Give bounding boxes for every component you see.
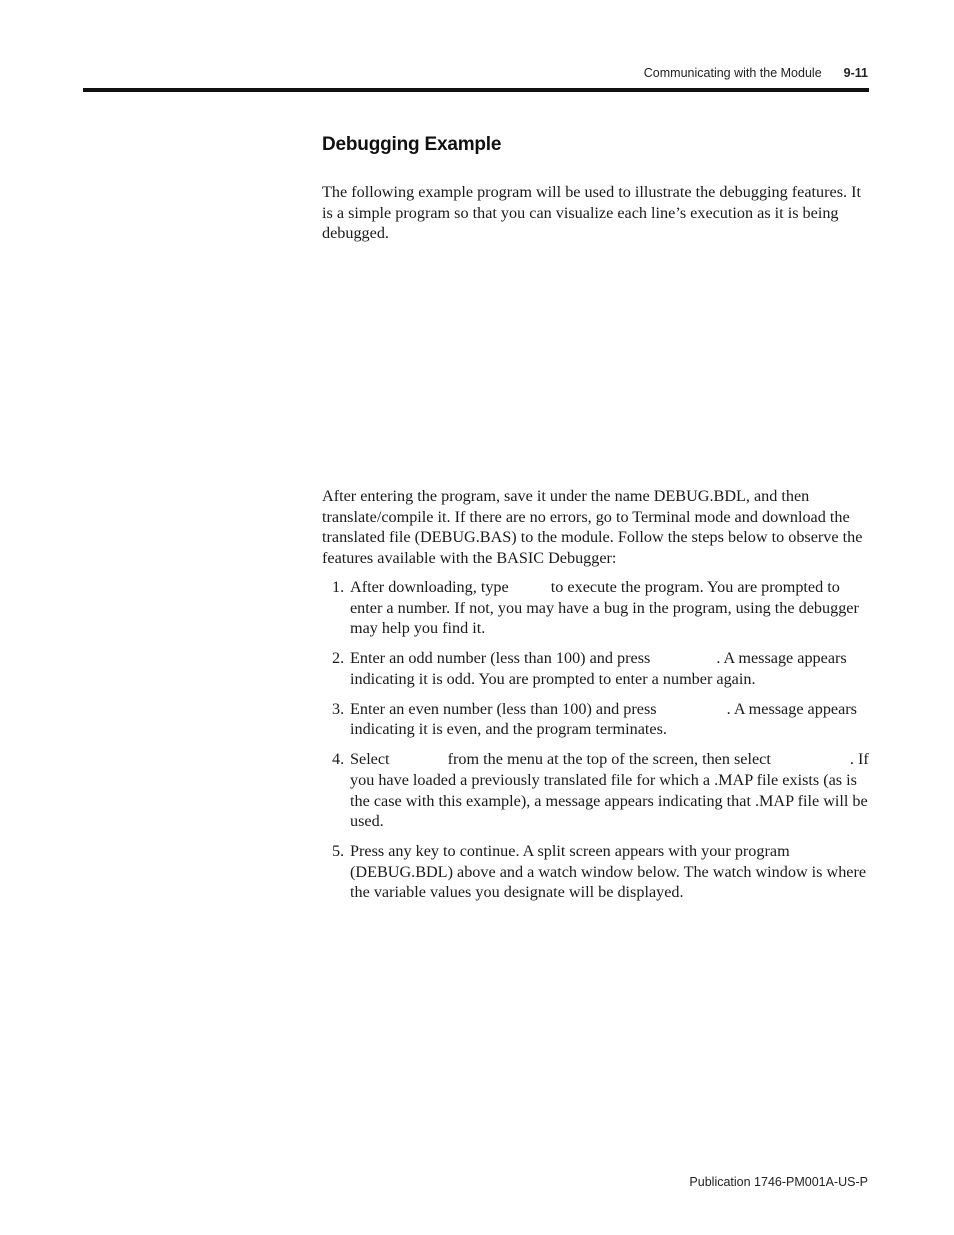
step-text: to execute the program. You are prompted to enter a number. If not, you may have a bug in the program, using the debugger may help you find it. [350,578,859,638]
step-number: 5. [332,842,345,861]
running-header [644,66,868,80]
step-text: Enter an even number (less than 100) and press [350,699,657,718]
intro-paragraph: The following example program will be used to illustrate the debugging features. It is a simple program so that you can visualize each line’s execution as it is being debugged. [322,183,861,243]
page-number: 9-11 [843,66,868,80]
step-item [322,648,870,689]
step-text: Select [350,750,390,769]
header-rule [83,88,869,92]
step-text: . If you have loaded a previously translated file for which a .MAP file exists (as is the case with this example), a message appears indicating that .MAP file will be used. [350,750,869,831]
step-text: . A message appears indicating it is even, and the program terminates. [350,699,857,739]
step-text: Enter an odd number (less than 100) and press [350,649,651,668]
steps-list [322,577,870,912]
section-title: Debugging Example [322,134,502,155]
step-number: 1. [332,578,345,596]
publication-footer: Publication 1746-PM001A-US-P [689,1175,868,1189]
chapter-title: Communicating with the Module [643,66,822,80]
step-text: After downloading, type [350,578,509,596]
step-item [322,841,870,903]
step-text: from the menu at the top of the screen, then select [447,750,771,769]
step-item [322,699,870,740]
step-number: 3. [332,699,345,718]
step-number: 4. [332,750,345,769]
after-paragraph: After entering the program, save it under the name DEBUG.BDL, and then translate/compile it. If there are no errors, go to Terminal mode and download the translated file (DEBUG.BAS) to the module. Follow the steps below to observe the features available with the BASIC Debugger: [322,487,863,567]
step-text: . A message appears indicating it is odd. You are prompted to enter a number again. [350,649,847,688]
step-text: Press any key to continue. A split screen appears with your program (DEBUG.BDL) above and a watch window below. The watch window is where the variable values you designate will be displayed. [350,842,867,902]
step-number: 2. [332,649,345,668]
step-item [322,749,870,831]
step-item [322,577,870,639]
